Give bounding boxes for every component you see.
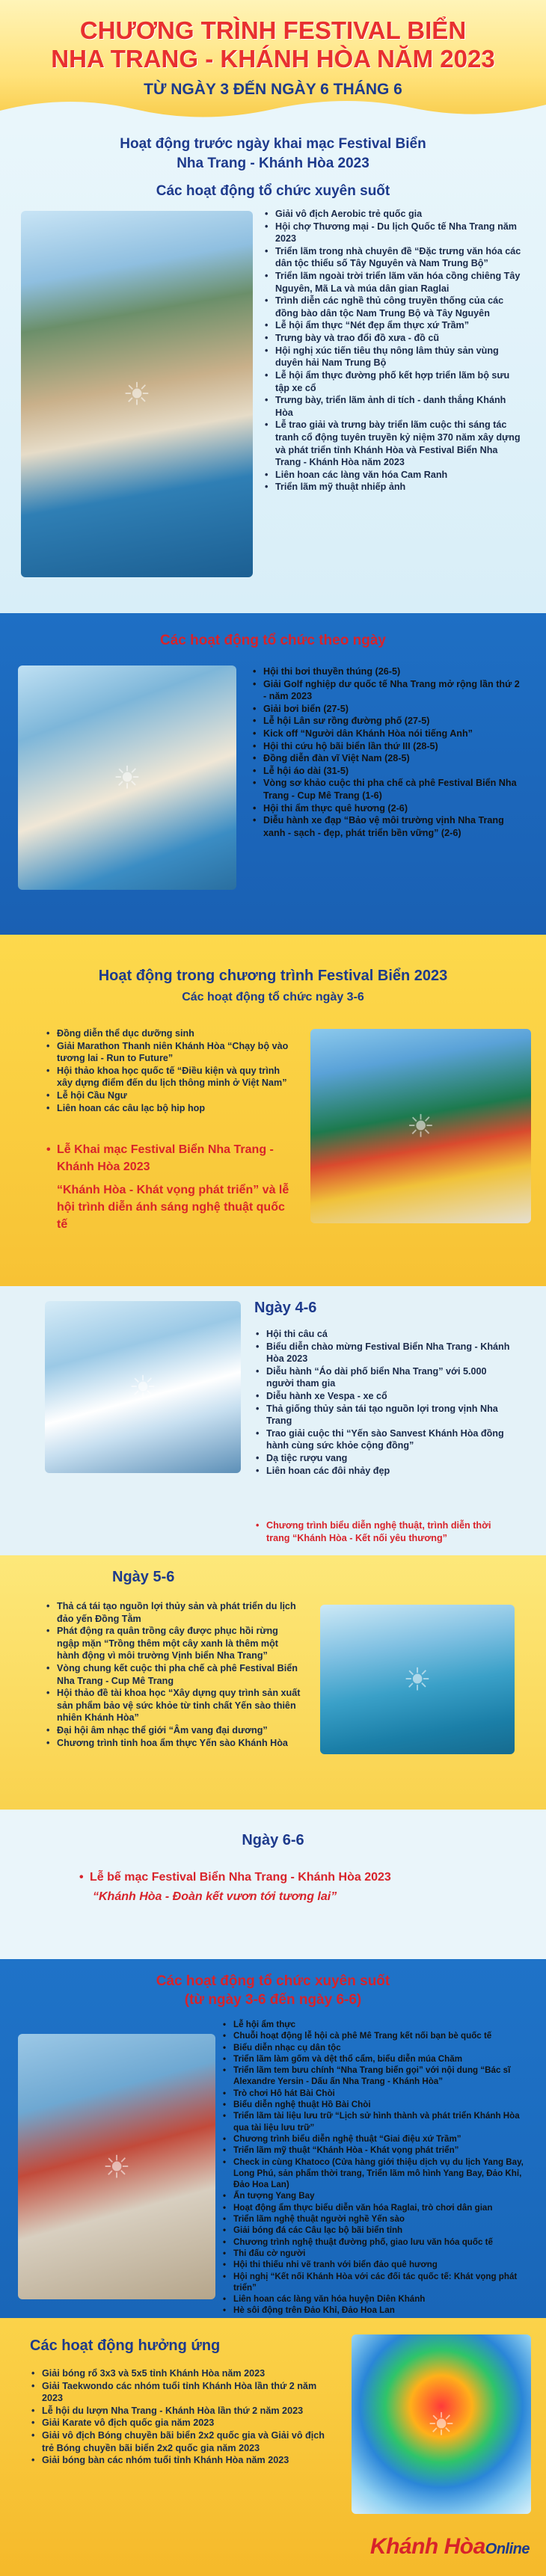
- continuous-item: [221, 2099, 528, 2110]
- photo-icon: ☀: [102, 2149, 131, 2184]
- festival-list: [45, 1027, 292, 1114]
- day-5-6-item-text: Phát động ra quân trồng cây được phục hồi rừng ngập mặn “Trồng thêm một cây xanh là thêm một hành động vì môi trường Vịnh biển Nha Trang”: [57, 1626, 278, 1662]
- fashion-show-text: Chương trình biểu diễn nghệ thuật, trình diễn thời trang “Khánh Hòa - Kết nối yêu thương”: [266, 1520, 491, 1543]
- continuous-section: [0, 1959, 546, 2318]
- response-title: Các hoạt động hưởng ứng: [30, 2337, 221, 2354]
- daily-section: [0, 613, 546, 935]
- response-item-text: Giải Karate vô địch quốc gia năm 2023: [42, 2417, 215, 2429]
- continuous-item: [221, 2271, 528, 2294]
- daily-item-text: Đồng diễn đàn vĩ Việt Nam (28-5): [263, 753, 410, 764]
- festival-item-text: Hội thảo khoa học quốc tế “Điều kiện và quy trình xây dựng điểm đến du lịch thông minh ở Việt Nam”: [57, 1065, 287, 1089]
- continuous-item: [221, 2293, 528, 2305]
- daily-item: [251, 777, 521, 802]
- continuous-item: [221, 2110, 528, 2133]
- continuous-item-text: Chương trình nghệ thuật đường phố, giao lưu văn hóa quốc tế: [233, 2237, 493, 2247]
- response-section: [0, 2318, 546, 2576]
- continuous-item: [221, 2237, 528, 2248]
- pre-opening-item: [263, 295, 525, 319]
- pre-opening-title-line2: Nha Trang - Khánh Hòa 2023: [177, 155, 369, 171]
- pre-opening-item-text: Lễ hội ẩm thực “Nét đẹp ẩm thực xứ Trầm”: [275, 320, 469, 331]
- pre-opening-item: [263, 270, 525, 295]
- continuous-item-text: Liên hoan các làng văn hóa huyện Diên Khánh: [233, 2294, 426, 2305]
- day-5-6-section: [0, 1555, 546, 1810]
- photo-icon: ☀: [427, 2406, 455, 2442]
- pre-opening-section: [0, 127, 546, 613]
- day-4-6-highlight-list: [254, 1519, 512, 1544]
- food-festival-photo: [45, 1301, 241, 1473]
- day-4-6-item-text: Trao giải cuộc thi “Yến sào Sanvest Khánh Hòa đồng hành cùng sức khỏe cộng đồng”: [266, 1427, 504, 1451]
- pre-opening-item-text: Trình diễn các nghề thủ công truyền thống của các đồng bào dân tộc Nam Trung Bộ và Tây Nguyên: [275, 295, 504, 319]
- festival-highlight-list: [45, 1141, 292, 1175]
- continuous-item-text: Triển lãm mỹ thuật “Khánh Hòa - Khát vọng phát triển”: [233, 2145, 459, 2156]
- continuous-item-text: Chương trình biểu diễn nghệ thuật “Giai điệu xứ Trầm”: [233, 2133, 461, 2144]
- pre-opening-item: [263, 469, 525, 482]
- martial-arts-photo: [18, 2034, 215, 2299]
- continuous-item: [221, 2190, 528, 2201]
- continuous-title-line2: (từ ngày 3-6 đến ngày 6-6): [184, 1991, 362, 2008]
- closing-ceremony-text: Lễ bế mạc Festival Biển Nha Trang - Khánh Hòa 2023: [90, 1871, 391, 1884]
- pre-opening-title-line1: Hoạt động trước ngày khai mạc Festival Biển: [120, 136, 426, 152]
- daily-item-text: Giải Golf nghiệp dư quốc tế Nha Trang mở rộng lần thứ 2 - năm 2023: [263, 678, 520, 702]
- continuous-item: [221, 2157, 528, 2191]
- festival-item: [45, 1027, 292, 1040]
- continuous-item-text: Hoạt động ẩm thực biểu diễn văn hóa Raglai, trò chơi dân gian: [233, 2202, 493, 2213]
- pre-opening-item-text: Triển lãm mỹ thuật nhiếp ảnh: [275, 482, 406, 493]
- day-5-6-item-text: Hội thảo đề tài khoa học “Xây dựng quy trình sản xuất sản phẩm bảo vệ sức khỏe từ tinh chất Yến sào thiên nhiên Khánh Hòa”: [57, 1688, 301, 1724]
- header-wave: [0, 90, 546, 127]
- continuous-item: [221, 2259, 528, 2270]
- continuous-item: [221, 2213, 528, 2225]
- pre-opening-item-text: Trưng bày và trao đổi đồ xưa - đồ cũ: [275, 333, 440, 344]
- pre-opening-item-text: Hội chợ Thương mại - Du lịch Quốc tế Nha Trang năm 2023: [275, 221, 518, 245]
- daily-item-text: Diễu hành xe đạp “Bảo vệ môi trường vịnh Nha Trang xanh - sạch - đẹp, phát triển bền vững” (2-6): [263, 815, 504, 838]
- daily-item-text: Lễ hội Lân sư rồng đường phố (27-5): [263, 716, 430, 727]
- continuous-item: [221, 2145, 528, 2156]
- daily-item: [251, 703, 521, 716]
- festival-section: [0, 935, 546, 1286]
- pre-opening-item: [263, 345, 525, 369]
- day-4-6-item-text: Dạ tiệc rượu vang: [266, 1453, 348, 1464]
- response-item: [30, 2429, 337, 2454]
- continuous-item-text: Triển lãm tem bưu chính “Nha Trang biển gọi” với nội dung “Bác sĩ Alexandre Yersin - Dấu ấn Nha Trang - Khánh Hòa”: [233, 2065, 511, 2087]
- pre-opening-item: [263, 208, 525, 221]
- festival-item-text: Liên hoan các câu lạc bộ hip hop: [57, 1102, 206, 1113]
- day-5-6-item: [45, 1600, 303, 1625]
- continuous-item-text: Triển lãm làm gốm và dệt thổ cẩm, biểu diễn múa Chăm: [233, 2053, 463, 2064]
- day-4-6-item-text: Diễu hành xe Vespa - xe cổ: [266, 1391, 387, 1402]
- day-4-6-item-text: Liên hoan các đôi nhảy đẹp: [266, 1465, 390, 1476]
- response-item-text: Giải bóng bàn các nhóm tuổi tỉnh Khánh Hòa năm 2023: [42, 2455, 289, 2466]
- fish-release-photo: [320, 1605, 515, 1754]
- response-item-text: Giải vô địch Bóng chuyền bãi biển 2x2 quốc gia và Giải vô địch trẻ Bóng chuyền bãi biển 2x2 quốc gia năm 2023: [42, 2430, 325, 2453]
- continuous-item-text: Hè sôi động trên Đảo Khỉ, Đảo Hoa Lan: [233, 2305, 395, 2316]
- festival-item: [45, 1040, 292, 1065]
- daily-item-text: Hội thi bơi thuyền thúng (26-5): [263, 666, 401, 677]
- response-item: [30, 2405, 337, 2417]
- continuous-item: [221, 2088, 528, 2099]
- continuous-item-text: Biểu diễn nghệ thuật Hồ Bài Chòi: [233, 2100, 371, 2110]
- day-5-6-item: [45, 1737, 303, 1750]
- daily-item-text: Lễ hội áo dài (31-5): [263, 765, 349, 776]
- festival-item-text: Giải Marathon Thanh niên Khánh Hòa “Chạy bộ vào tương lai - Run to Future”: [57, 1040, 289, 1064]
- pre-opening-item-text: Hội nghị xúc tiến tiêu thụ nông lâm thủy sản vùng duyên hải Nam Trung Bộ: [275, 345, 499, 369]
- continuous-item: [221, 2248, 528, 2259]
- day-6-6-list: [78, 1869, 497, 1885]
- day-5-6-list: [45, 1600, 303, 1749]
- continuous-item: [221, 2042, 528, 2053]
- daily-item-text: Giải bơi biển (27-5): [263, 703, 349, 714]
- continuous-item-text: Lễ hội ẩm thực: [233, 2020, 296, 2029]
- continuous-item: [221, 2133, 528, 2145]
- response-item-text: Giải Taekwondo các nhóm tuổi tỉnh Khánh Hòa lần thứ 2 năm 2023: [42, 2380, 317, 2404]
- main-title-line2: NHA TRANG - KHÁNH HÒA NĂM 2023: [51, 44, 495, 73]
- continuous-item-text: Triển lãm tài liệu lưu trữ “Lịch sử hình thành và phát triển Khánh Hòa qua tài liệu lưu trữ”: [233, 2111, 520, 2133]
- daily-item: [251, 665, 521, 678]
- main-title: [0, 0, 546, 73]
- response-item: [30, 2417, 337, 2429]
- day-4-6-item-text: Thả giống thủy sản tái tạo nguồn lợi trong vịnh Nha Trang: [266, 1403, 498, 1427]
- festival-item-text: Lễ hội Cầu Ngư: [57, 1090, 127, 1101]
- opening-ceremony-theme: “Khánh Hòa - Khát vọng phát triển” và lễ hội trình diễn ánh sáng nghệ thuật quốc tế: [57, 1184, 289, 1232]
- day-5-6-item-text: Thả cá tái tạo nguồn lợi thủy sản và phát triển du lịch đảo yến Đồng Tằm: [57, 1601, 296, 1624]
- day-6-6-section: [0, 1810, 546, 1959]
- daily-item-text: Kick off “Người dân Khánh Hòa nói tiếng Anh”: [263, 728, 473, 740]
- day-5-6-item: [45, 1662, 303, 1687]
- fashion-show-item: [254, 1519, 512, 1544]
- response-item: [30, 2454, 337, 2467]
- continuous-item-text: Triển lãm nghệ thuật người nghề Yến sào: [233, 2214, 405, 2225]
- continuous-item: [221, 2030, 528, 2041]
- daily-item: [251, 715, 521, 728]
- day-4-6-item: [254, 1390, 512, 1403]
- daily-item: [251, 752, 521, 765]
- daily-list: [251, 665, 521, 840]
- boat-race-photo: [18, 665, 236, 890]
- pre-opening-item-text: Giải vô địch Aerobic trẻ quốc gia: [275, 209, 423, 219]
- pre-opening-item-text: Liên hoan các làng văn hóa Cam Ranh: [275, 469, 448, 480]
- pre-opening-item-text: Triển lãm trong nhà chuyên đề “Đặc trưng văn hóa các dân tộc thiểu số Tây Nguyên và Nam Trung Bộ”: [275, 245, 521, 269]
- pre-opening-item-text: Lễ trao giải và trưng bày triển lãm cuộc thi sáng tác tranh cổ động tuyên truyền kỷ niệm 370 năm xây dựng và phát triển tỉnh Khánh Hòa và Festival Biển Nha Trang - Khánh Hòa năm 2023: [275, 419, 521, 468]
- festival-title: Hoạt động trong chương trình Festival Biển 2023: [98, 968, 448, 984]
- day-5-6-item-text: Chương trình tinh hoa ẩm thực Yến sào Khánh Hòa: [57, 1737, 288, 1748]
- day-4-6-item: [254, 1365, 512, 1390]
- daily-subtitle: Các hoạt động tổ chức theo ngày: [160, 633, 386, 648]
- photo-icon: ☀: [406, 1108, 435, 1144]
- festival-item: [45, 1065, 292, 1089]
- daily-item-text: Vòng sơ khảo cuộc thi pha chế cà phê Festival Biển Nha Trang - Cup Mê Trang (1-6): [263, 778, 517, 802]
- continuous-item-text: Thi đấu cờ người: [233, 2248, 306, 2258]
- continuous-title: [0, 1959, 546, 2009]
- day-5-6-item: [45, 1625, 303, 1662]
- pre-opening-item-text: Trưng bày, triển lãm ảnh di tích - danh thắng Khánh Hòa: [275, 395, 506, 418]
- pre-opening-item: [263, 481, 525, 494]
- response-item-text: Giải bóng rổ 3x3 và 5x5 tỉnh Khánh Hòa năm 2023: [42, 2368, 266, 2379]
- continuous-title-line1: Các hoạt động tổ chức xuyên suốt: [156, 1973, 390, 1989]
- day-5-6-item: [45, 1687, 303, 1724]
- photo-icon: ☀: [129, 1369, 157, 1405]
- date-line: TỪ NGÀY 3 ĐẾN NGÀY 6 THÁNG 6: [144, 80, 402, 98]
- day-4-6-item: [254, 1403, 512, 1427]
- day-5-6-item: [45, 1724, 303, 1737]
- continuous-item: [221, 2305, 528, 2316]
- pre-opening-item: [263, 394, 525, 419]
- response-item: [30, 2380, 337, 2405]
- logo-main-text: Khánh Hòa: [369, 2534, 485, 2559]
- continuous-item-text: Chuỗi hoạt động lễ hội cà phê Mê Trang kết nối bạn bè quốc tế: [233, 2031, 492, 2041]
- day-5-6-title: Ngày 5-6: [112, 1569, 175, 1585]
- day-4-6-list: [254, 1328, 512, 1477]
- photo-icon: ☀: [113, 760, 141, 796]
- opening-ceremony-text: Lễ Khai mạc Festival Biển Nha Trang - Khánh Hòa 2023: [57, 1143, 274, 1174]
- continuous-item: [221, 2065, 528, 2088]
- photo-icon: ☀: [403, 1662, 432, 1697]
- festival-procession-photo: [310, 1029, 531, 1223]
- day-4-6-item-text: Diễu hành “Áo dài phố biển Nha Trang” với 5.000 người tham gia: [266, 1365, 487, 1389]
- header-section: [0, 0, 546, 127]
- day-4-6-title: Ngày 4-6: [254, 1300, 317, 1316]
- daily-item-text: Hội thi cứu hộ bãi biển lần thứ III (28-5): [263, 740, 438, 751]
- festival-item: [45, 1102, 292, 1115]
- continuous-item-text: Hội nghị “Kết nối Khánh Hòa với các đối tác quốc tế: Khát vọng phát triển”: [233, 2271, 518, 2293]
- day-4-6-item: [254, 1427, 512, 1452]
- pre-opening-item: [263, 319, 525, 332]
- continuous-item: [221, 2225, 528, 2236]
- pre-opening-title: [0, 127, 546, 173]
- response-list: [30, 2367, 337, 2467]
- response-item-text: Lễ hội du lượn Nha Trang - Khánh Hòa lần thứ 2 năm 2023: [42, 2405, 304, 2416]
- daily-item: [251, 678, 521, 703]
- day-6-6-title: Ngày 6-6: [242, 1832, 304, 1848]
- continuous-item: [221, 2053, 528, 2065]
- continuous-item: [221, 2019, 528, 2030]
- day-5-6-item-text: Vòng chung kết cuộc thi pha chế cà phê Festival Biển Nha Trang - Cup Mê Trang: [57, 1663, 298, 1686]
- closing-ceremony-item: [78, 1869, 497, 1885]
- pre-opening-item: [263, 245, 525, 270]
- continuous-item-text: Check in cùng Khatoco (Cửa hàng giới thiệu dịch vụ du lịch Yang Bay, Long Phú, sản phẩm thời trang, Triển lãm mô hình Yang Bay, Đảo Khỉ, Đảo Hoa Lan): [233, 2157, 524, 2190]
- day-4-6-item: [254, 1341, 512, 1365]
- day-4-6-item: [254, 1452, 512, 1465]
- pre-opening-item: [263, 419, 525, 468]
- main-title-line1: CHƯƠNG TRÌNH FESTIVAL BIỂN: [79, 16, 467, 44]
- continuous-item-text: Hội thi thiếu nhi vẽ tranh với biển đảo quê hương: [233, 2260, 438, 2270]
- pre-opening-list: [263, 208, 525, 494]
- day-4-6-item: [254, 1328, 512, 1341]
- continuous-list: [221, 2019, 528, 2317]
- pre-opening-item: [263, 221, 525, 245]
- closing-ceremony-theme: “Khánh Hòa - Đoàn kết vươn tới tương lai”: [93, 1890, 337, 1903]
- festival-subtitle: Các hoạt động tổ chức ngày 3-6: [182, 991, 364, 1003]
- photo-icon: ☀: [123, 376, 151, 412]
- day-4-6-item: [254, 1465, 512, 1478]
- pre-opening-item: [263, 332, 525, 345]
- day-4-6-item-text: Hội thi câu cá: [266, 1329, 328, 1339]
- continuous-item-text: Trò chơi Hô hát Bài Chòi: [233, 2088, 335, 2098]
- khanh-hoa-online-logo[interactable]: [370, 2534, 530, 2560]
- continuous-item: [221, 2202, 528, 2213]
- pre-opening-item-text: Lễ hội ẩm thực đường phố kết hợp triển lãm bộ sưu tập xe cổ: [275, 369, 510, 393]
- day-5-6-item-text: Đại hội âm nhạc thể giới “Âm vang đại dương”: [57, 1725, 268, 1736]
- daily-item: [251, 728, 521, 740]
- festival-item-text: Đồng diễn thể dục dưỡng sinh: [57, 1028, 194, 1039]
- opening-ceremony-item: [45, 1141, 292, 1175]
- logo-suffix-text: Online: [485, 2541, 530, 2557]
- festival-item: [45, 1089, 292, 1102]
- continuous-item-text: Ẩn tượng Yang Bay: [233, 2191, 315, 2201]
- pre-opening-subtitle: Các hoạt động tổ chức xuyên suốt: [156, 183, 390, 200]
- day-4-6-item-text: Biểu diễn chào mừng Festival Biển Nha Trang - Khánh Hòa 2023: [266, 1341, 510, 1365]
- daily-item: [251, 802, 521, 815]
- daily-item: [251, 814, 521, 839]
- continuous-item-text: Giải bóng đá các Câu lạc bộ bãi biển tỉnh: [233, 2225, 403, 2236]
- pre-opening-item: [263, 369, 525, 394]
- daily-item: [251, 740, 521, 753]
- nha-trang-city-photo: [21, 211, 253, 577]
- response-item: [30, 2367, 337, 2380]
- pre-opening-item-text: Triển lãm ngoài trời triển lãm văn hóa cồng chiêng Tây Nguyên, Mã La và múa dân gian Raglai: [275, 271, 521, 294]
- daily-item-text: Hội thi ẩm thực quê hương (2-6): [263, 802, 408, 814]
- paragliding-photo: [352, 2334, 531, 2514]
- daily-item: [251, 765, 521, 778]
- continuous-item-text: Biểu diễn nhạc cụ dân tộc: [233, 2042, 341, 2053]
- day-4-6-section: [0, 1286, 546, 1555]
